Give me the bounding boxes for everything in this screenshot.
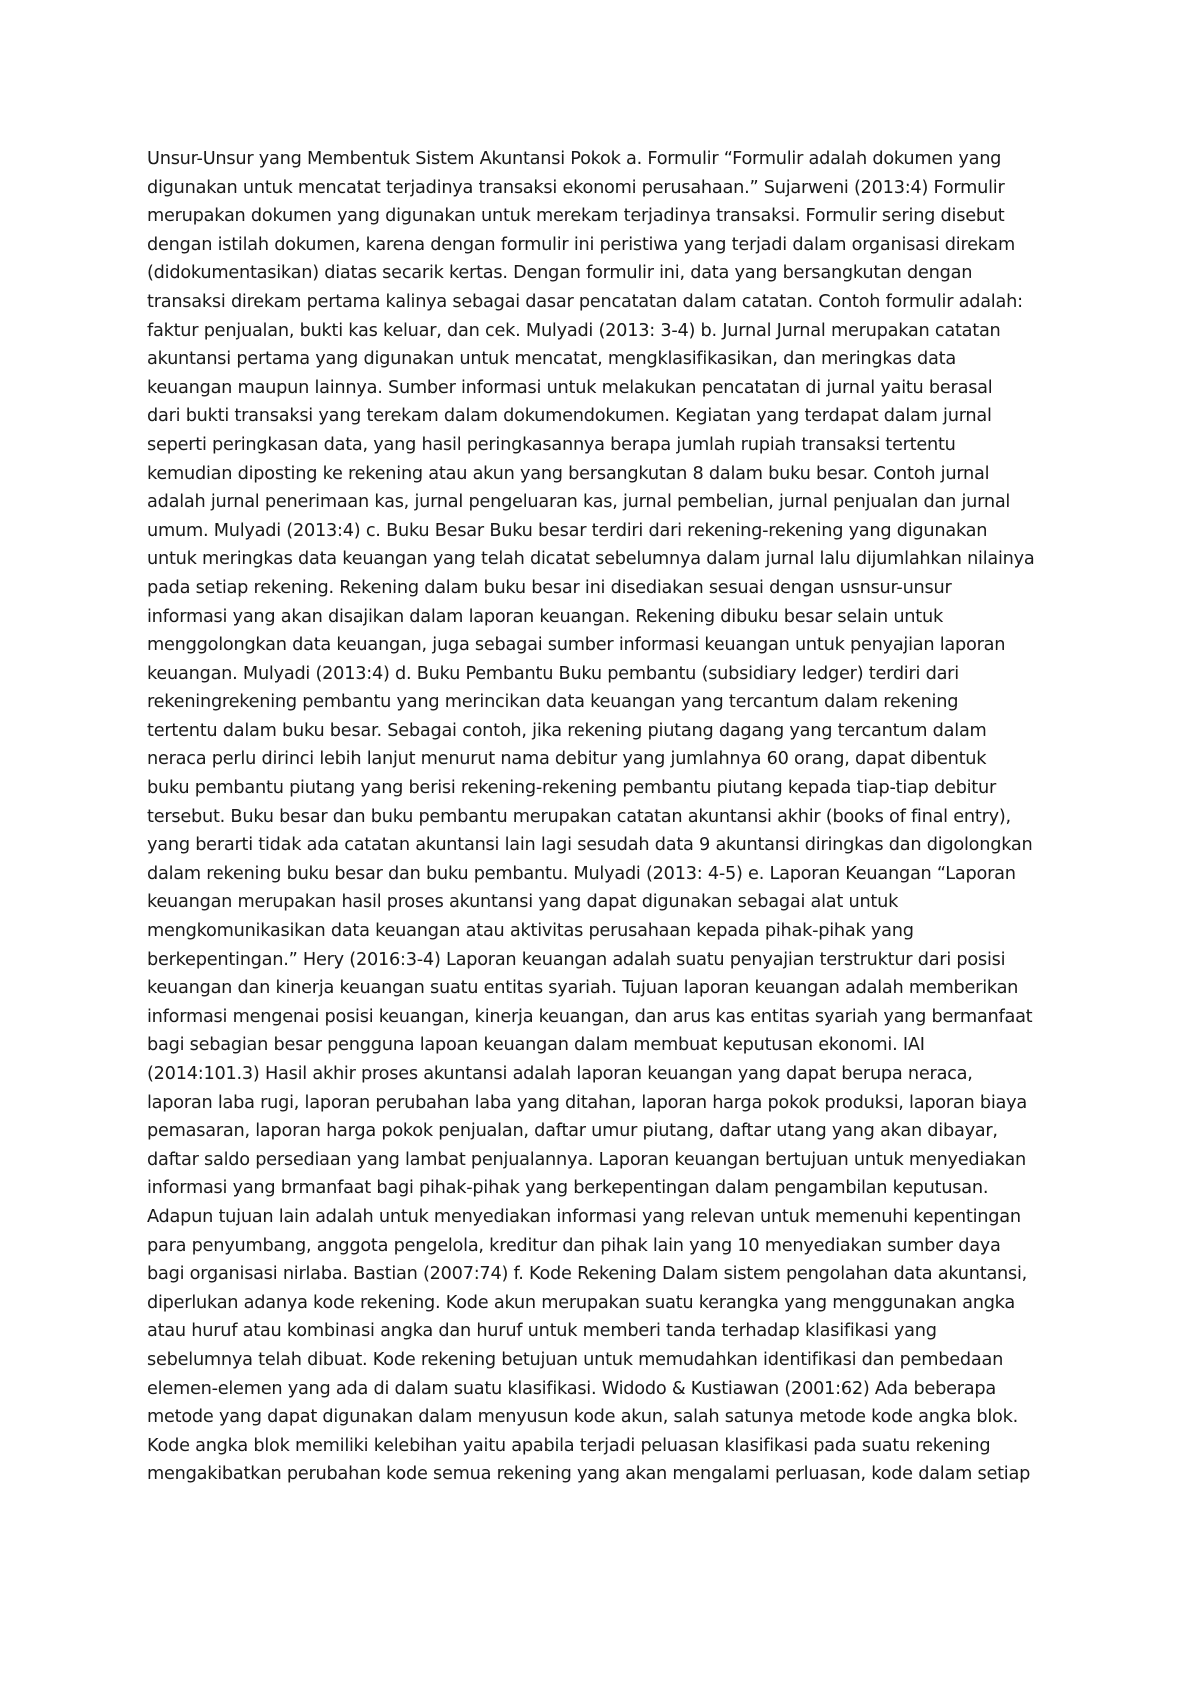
text-line: dengan istilah dokumen, karena dengan formulir ini peristiwa yang terjadi dalam organisasi direkam <box>147 233 1016 255</box>
text-line: rekeningrekening pembantu yang merincikan data keuangan yang tercantum dalam rekening <box>147 691 959 713</box>
text-line: neraca perlu dirinci lebih lanjut menurut nama debitur yang jumlahnya 60 orang, dapat dibentuk <box>147 748 987 770</box>
text-line: mengakibatkan perubahan kode semua rekening yang akan mengalami perluasan, kode dalam setiap <box>147 1463 1031 1485</box>
text-line: Kode angka blok memiliki kelebihan yaitu apabila terjadi peluasan klasifikasi pada suatu rekening <box>147 1434 991 1456</box>
text-line: adalah jurnal penerimaan kas, jurnal pengeluaran kas, jurnal pembelian, jurnal penjualan dan jurnal <box>147 491 1011 513</box>
text-line: berkepentingan.” Hery (2016:3-4) Laporan keuangan adalah suatu penyajian terstruktur dari posisi <box>147 948 1006 970</box>
text-line: buku pembantu piutang yang berisi rekening-rekening pembantu piutang kepada tiap-tiap debitur <box>147 777 996 799</box>
text-line: (didokumentasikan) diatas secarik kertas. Dengan formulir ini, data yang bersangkutan dengan <box>147 262 973 284</box>
text-line: merupakan dokumen yang digunakan untuk merekam terjadinya transaksi. Formulir sering disebut <box>147 205 1005 227</box>
text-line: seperti peringkasan data, yang hasil peringkasannya berapa jumlah rupiah transaksi tertentu <box>147 433 956 455</box>
text-line: pemasaran, laporan harga pokok penjualan, daftar umur piutang, daftar utang yang akan dibayar, <box>147 1120 998 1142</box>
text-line: menggolongkan data keuangan, juga sebagai sumber informasi keuangan untuk penyajian laporan <box>147 634 1006 656</box>
text-line: dalam rekening buku besar dan buku pembantu. Mulyadi (2013: 4-5) e. Laporan Keuangan “Laporan <box>147 862 1016 884</box>
text-line: (2014:101.3) Hasil akhir proses akuntansi adalah laporan keuangan yang dapat berupa neraca, <box>147 1063 973 1084</box>
text-line: bagi sebagian besar pengguna lapoan keuangan dalam membuat keputusan ekonomi. IAI <box>147 1034 925 1056</box>
text-line: keuangan merupakan hasil proses akuntansi yang dapat digunakan sebagai alat untuk <box>147 891 899 913</box>
text-line: pada setiap rekening. Rekening dalam buku besar ini disediakan sesuai dengan usnsur-unsur <box>147 576 952 598</box>
text-line: keuangan maupun lainnya. Sumber informasi untuk melakukan pencatatan di jurnal yaitu berasal <box>147 376 993 398</box>
text-line: metode yang dapat digunakan dalam menyusun kode akun, salah satunya metode kode angka blok. <box>147 1406 1019 1428</box>
text-line: transaksi direkam pertama kalinya sebagai dasar pencatatan dalam catatan. Contoh formulir adalah: <box>147 290 1023 312</box>
body-text <box>147 145 1067 1489</box>
text-line: Adapun tujuan lain adalah untuk menyediakan informasi yang relevan untuk memenuhi kepentingan <box>147 1205 1021 1227</box>
text-line: mengkomunikasikan data keuangan atau aktivitas perusahaan kepada pihak-pihak yang <box>147 920 914 942</box>
text-line: bagi organisasi nirlaba. Bastian (2007:74) f. Kode Rekening Dalam sistem pengolahan data akuntansi, <box>147 1263 1028 1285</box>
text-line: informasi yang brmanfaat bagi pihak-pihak yang berkepentingan dalam pengambilan keputusan. <box>147 1177 989 1199</box>
text-line: laporan laba rugi, laporan perubahan laba yang ditahan, laporan harga pokok produksi, laporan biaya <box>147 1091 1028 1113</box>
text-line: sebelumnya telah dibuat. Kode rekening betujuan untuk memudahkan identifikasi dan pembedaan <box>147 1348 1004 1370</box>
text-line: diperlukan adanya kode rekening. Kode akun merupakan suatu kerangka yang menggunakan angka <box>147 1291 1015 1313</box>
text-line: atau huruf atau kombinasi angka dan huruf untuk memberi tanda terhadap klasifikasi yang <box>147 1320 937 1342</box>
text-line: digunakan untuk mencatat terjadinya transaksi ekonomi perusahaan.” Sujarweni (2013:4) Formulir <box>147 176 1005 198</box>
text-line: Unsur-Unsur yang Membentuk Sistem Akuntansi Pokok a. Formulir “Formulir adalah dokumen yang <box>147 148 1002 169</box>
text-line: tersebut. Buku besar dan buku pembantu merupakan catatan akuntansi akhir (books of final entry), <box>147 805 1011 827</box>
text-line: informasi mengenai posisi keuangan, kinerja keuangan, dan arus kas entitas syariah yang bermanfaat <box>147 1005 1033 1027</box>
text-line: para penyumbang, anggota pengelola, kreditur dan pihak lain yang 10 menyediakan sumber daya <box>147 1234 1001 1256</box>
text-line: keuangan dan kinerja keuangan suatu entitas syariah. Tujuan laporan keuangan adalah memberikan <box>147 977 1019 999</box>
text-line: keuangan. Mulyadi (2013:4) d. Buku Pembantu Buku pembantu (subsidiary ledger) terdiri dari <box>147 662 959 684</box>
text-line: akuntansi pertama yang digunakan untuk mencatat, mengklasifikasikan, dan meringkas data <box>147 348 956 370</box>
text-line: tertentu dalam buku besar. Sebagai contoh, jika rekening piutang dagang yang tercantum dalam <box>147 719 987 741</box>
text-line: elemen-elemen yang ada di dalam suatu klasifikasi. Widodo & Kustiawan (2001:62) Ada beberapa <box>147 1377 996 1399</box>
text-line: umum. Mulyadi (2013:4) c. Buku Besar Buku besar terdiri dari rekening-rekening yang digunakan <box>147 519 988 541</box>
text-line: daftar saldo persediaan yang lambat penjualannya. Laporan keuangan bertujuan untuk menyediakan <box>147 1148 1026 1170</box>
text-line: untuk meringkas data keuangan yang telah dicatat sebelumnya dalam jurnal lalu dijumlahkan nilainya <box>147 548 1035 570</box>
text-line: informasi yang akan disajikan dalam laporan keuangan. Rekening dibuku besar selain untuk <box>147 605 943 627</box>
text-line: yang berarti tidak ada catatan akuntansi lain lagi sesudah data 9 akuntansi diringkas dan digolongkan <box>147 834 1033 856</box>
text-line: kemudian diposting ke rekening atau akun yang bersangkutan 8 dalam buku besar. Contoh jurnal <box>147 462 990 484</box>
text-line: dari bukti transaksi yang terekam dalam dokumendokumen. Kegiatan yang terdapat dalam jurnal <box>147 405 992 427</box>
text-line: faktur penjualan, bukti kas keluar, dan cek. Mulyadi (2013: 3-4) b. Jurnal Jurnal merupakan catatan <box>147 319 1001 341</box>
